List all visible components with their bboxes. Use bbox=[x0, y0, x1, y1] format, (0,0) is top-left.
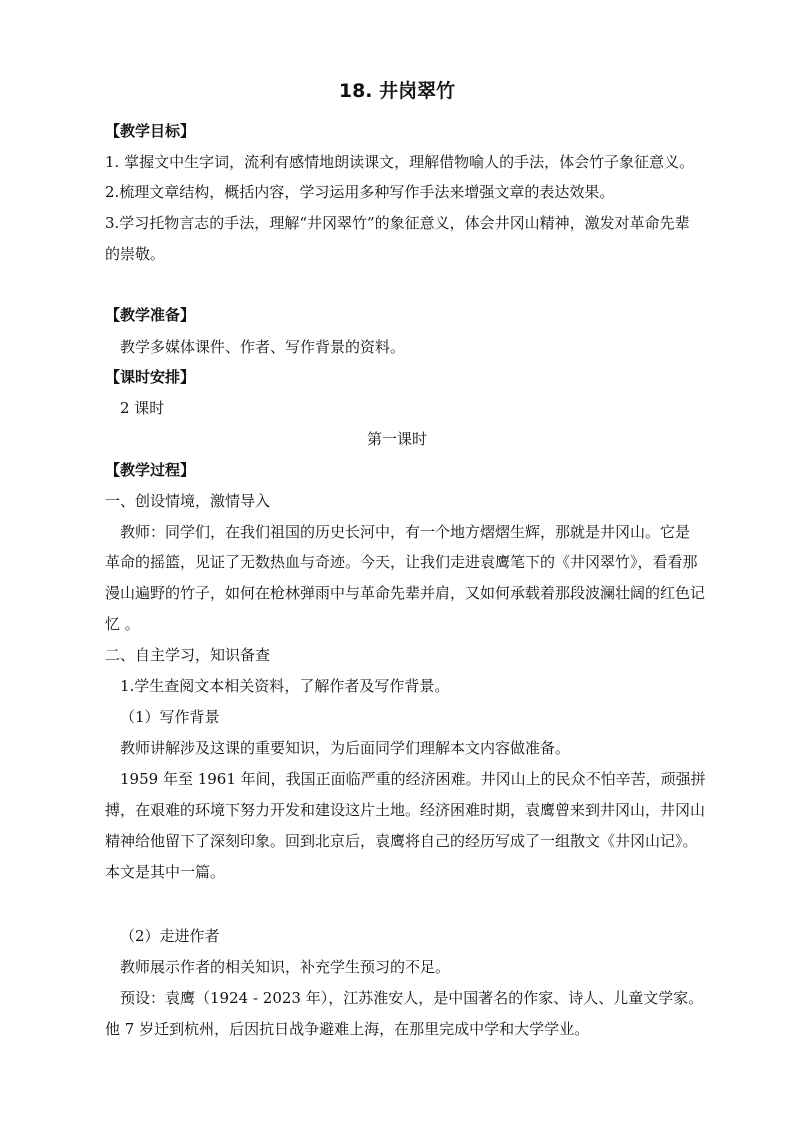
author-line-1: 预设：袁鹰（1924 - 2023 年），江苏淮安人，是中国著名的作家、诗人、儿童文学家。 bbox=[120, 989, 704, 1007]
background-line-2: 搏，在艰难的环境下努力开发和建设这片土地。经济困难时期，袁鹰曾来到井冈山，井冈山 bbox=[105, 801, 706, 819]
sub2-text: 教师展示作者的相关知识，补充学生预习的不足。 bbox=[120, 958, 451, 976]
step1-paragraph-line-2: 革命的摇篮，见证了无数热血与奇迹。今天，让我们走进袁鹰笔下的《井冈翠竹》，看看那 bbox=[105, 553, 698, 571]
objective-1: 1. 掌握文中生字词，流利有感情地朗读课文，理解借物喻人的手法，体会竹子象征意义。 bbox=[105, 153, 695, 171]
background-line-3: 精神给他留下了深刻印象。回到北京后，袁鹰将自己的经历写成了一组散文《井冈山记》。 bbox=[105, 832, 698, 850]
schedule-heading: 【课时安排】 bbox=[105, 368, 196, 386]
sub2-title: （2）走进作者 bbox=[120, 927, 220, 945]
step1-paragraph-line-1: 教师：同学们，在我们祖国的历史长河中，有一个地方熠熠生辉，那就是井冈山。它是 bbox=[120, 523, 691, 541]
step1-title: 一、创设情境，激情导入 bbox=[105, 492, 271, 510]
author-line-2: 他 7 岁迁到杭州，后因抗日战争避难上海，在那里完成中学和大学学业。 bbox=[105, 1020, 590, 1038]
step2-title: 二、自主学习，知识备查 bbox=[105, 646, 271, 664]
objective-2: 2.梳理文章结构，概括内容，学习运用多种写作手法来增强文章的表达效果。 bbox=[105, 183, 615, 201]
prep-text: 教学多媒体课件、作者、写作背景的资料。 bbox=[120, 338, 406, 356]
sub1-title: （1）写作背景 bbox=[120, 708, 220, 726]
sub1-text: 教师讲解涉及这课的重要知识，为后面同学们理解本文内容做准备。 bbox=[120, 739, 571, 757]
lesson-title: 第一课时 bbox=[366, 430, 427, 448]
objective-3-line-1: 3.学习托物言志的手法，理解“井冈翠竹”的象征意义，体会井冈山精神，激发对革命先辈 bbox=[105, 214, 690, 232]
process-heading: 【教学过程】 bbox=[105, 461, 196, 479]
step1-paragraph-line-3: 漫山遍野的竹子，如何在枪林弹雨中与革命先辈并肩，又如何承载着那段波澜壮阔的红色记 bbox=[105, 584, 706, 602]
objectives-heading: 【教学目标】 bbox=[105, 122, 196, 140]
prep-heading: 【教学准备】 bbox=[105, 306, 196, 324]
page-title: 18. 井岗翠竹 bbox=[338, 80, 456, 102]
objective-3-line-2: 的崇敬。 bbox=[105, 245, 166, 263]
schedule-text: 2 课时 bbox=[120, 399, 165, 417]
background-line-4: 本文是其中一篇。 bbox=[105, 863, 226, 881]
step2-item-1: 1.学生查阅文本相关资料，了解作者及写作背景。 bbox=[120, 677, 450, 695]
step1-paragraph-line-4: 忆 。 bbox=[105, 615, 140, 633]
background-line-1: 1959 年至 1961 年间，我国正面临严重的经济困难。井冈山上的民众不怕辛苦，顽强拼 bbox=[120, 770, 706, 788]
